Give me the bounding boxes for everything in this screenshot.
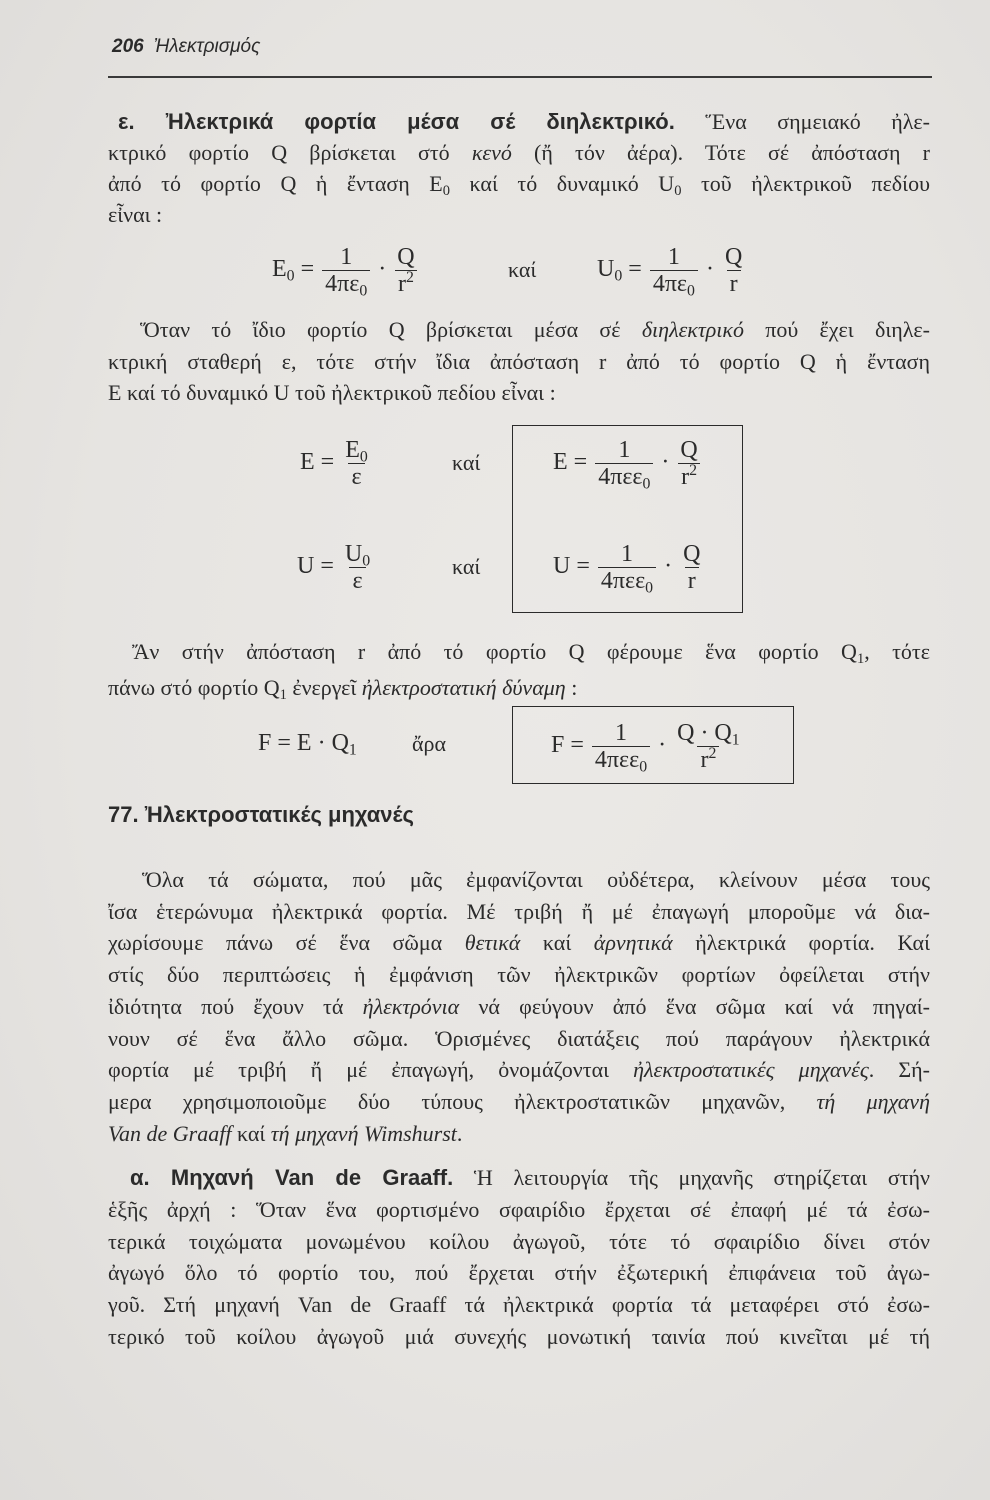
math-expression — [553, 541, 705, 594]
text-run: νουν σέ ἕνα ἄλλο σῶμα. Ὁρισμένες διατάξεις πού παράγουν ἠλεκτρικά — [108, 1025, 930, 1051]
text-run: κτρικό φορτίο Q βρίσκεται στό — [108, 140, 472, 165]
fraction — [394, 244, 417, 297]
text-run: Ἕνα σημειακό ἠλε- — [674, 109, 930, 134]
fraction-numerator — [342, 437, 371, 463]
text-run: Ἄν στήν ἀπόσταση r ἀπό τό φορτίο Q φέρουμε ἕνα φορτίο Q — [132, 639, 857, 664]
fraction-denominator — [595, 463, 653, 490]
fraction — [322, 244, 370, 297]
text-line — [108, 106, 930, 137]
text-run: (ἤ τόν ἀέρα). Τότε σέ ἀπόσταση r — [511, 140, 931, 165]
math-operator: · — [658, 731, 667, 758]
math-expression — [300, 437, 373, 490]
formula-potential-ratio — [297, 538, 375, 596]
subscript: 0 — [642, 474, 651, 492]
text-line — [108, 199, 930, 230]
fraction — [598, 541, 656, 594]
italic-text-run: διηλεκτρικό — [641, 317, 744, 342]
text-run: ἠλεκτρικά φορτία. Καί — [672, 930, 930, 956]
text-run: F — [551, 731, 565, 758]
fraction-numerator — [674, 720, 743, 746]
math-operator: · — [661, 448, 670, 475]
subscript: 1 — [348, 740, 357, 758]
text-line — [108, 1054, 930, 1086]
text-run: r — [397, 270, 406, 297]
text-line — [108, 634, 930, 670]
superscript: 2 — [405, 268, 414, 286]
text-line — [108, 137, 930, 168]
text-line — [108, 1289, 930, 1321]
text-line — [108, 896, 930, 928]
formula-connector: καί — [452, 554, 481, 579]
header-rule — [108, 76, 932, 78]
text-line — [108, 670, 930, 706]
text-run: φορτία μέ τριβή ἤ μέ ἐπαγωγή, ὀνομάζονται — [108, 1057, 634, 1083]
fraction-numerator — [342, 541, 373, 567]
text-run: E — [345, 436, 360, 463]
subscript: 0 — [362, 551, 371, 569]
text-run: τοῦ ἠλεκτρικοῦ πεδίου — [681, 171, 930, 196]
text-run: Q — [724, 243, 743, 270]
formula-potential-vacuum — [597, 241, 747, 299]
fraction — [677, 437, 700, 490]
italic-text-run: Van de Graaff — [108, 1120, 232, 1146]
fraction-denominator — [349, 567, 365, 594]
formula-field-dielectric — [553, 434, 703, 492]
fraction-numerator — [337, 244, 355, 270]
text-line — [108, 1194, 930, 1226]
fraction — [722, 244, 745, 297]
running-title: Ἠλεκτρισμός — [153, 36, 261, 57]
italic-text-run: ἠλεκτρόνια — [362, 993, 460, 1019]
text-run: E — [553, 448, 568, 475]
text-run: ε — [352, 567, 363, 594]
fraction-numerator — [394, 244, 417, 270]
fraction-numerator — [665, 244, 683, 270]
text-run: καί τό δυναμικό U — [450, 171, 675, 196]
math-expression — [597, 244, 747, 297]
subscript: 0 — [674, 183, 682, 200]
text-run: , τότε — [864, 639, 931, 664]
text-line — [108, 1118, 930, 1150]
text-line — [108, 1257, 930, 1289]
math-operator: = — [277, 729, 291, 756]
subscript: 0 — [359, 281, 368, 299]
math-expression — [272, 244, 420, 297]
bold-heading-run: ε. Ἠλεκτρικά φορτία μέσα σέ διηλεκτρικό. — [118, 109, 675, 134]
subscript: 1 — [731, 730, 740, 748]
text-run: Ἡ λειτουργία τῆς μηχανῆς στηρίζεται στήν — [453, 1165, 930, 1190]
fraction-denominator — [348, 463, 364, 490]
text-line — [108, 1226, 930, 1258]
text-run: ἰδιότητα πού ἔχουν τά — [108, 993, 363, 1019]
text-line — [108, 1162, 930, 1194]
text-run: ἑξῆς ἀρχή : Ὅταν ἕνα φορτισμένο σφαιρίδιο ἔρχεται σέ ἐπαφή μέ τά ἐσω- — [108, 1196, 930, 1222]
math-expression — [551, 720, 745, 773]
fraction-denominator — [697, 746, 719, 773]
bold-heading-run: α. Μηχανή Van de Graaff. — [130, 1165, 454, 1190]
text-line — [108, 959, 930, 991]
fraction-numerator — [680, 541, 703, 567]
text-run: 1 — [620, 540, 633, 567]
text-run: U — [597, 255, 615, 282]
subscript: 0 — [359, 447, 368, 465]
italic-text-run: τή μηχανή — [816, 1088, 930, 1114]
fraction — [592, 720, 650, 773]
italic-text-run: θετικά — [464, 930, 521, 956]
math-operator: · — [378, 255, 387, 282]
text-run: r — [700, 746, 709, 773]
text-run: ἐνεργεῖ — [286, 675, 362, 700]
math-operator: · — [705, 255, 714, 282]
subscript: 0 — [614, 266, 623, 284]
text-run: E καί τό δυναμικό U τοῦ ἠλεκτρικοῦ πεδίου εἶναι : — [108, 380, 556, 405]
superscript: 2 — [689, 461, 698, 479]
text-run: . Σή- — [868, 1057, 930, 1083]
formula-connector: καί — [508, 257, 537, 282]
text-line — [108, 1023, 930, 1055]
paragraph-electrostatic-machines — [108, 864, 930, 1149]
text-line — [108, 991, 930, 1023]
subscript: 0 — [442, 183, 451, 200]
subscript: 1 — [279, 687, 287, 704]
math-operator: = — [576, 552, 590, 579]
fraction-denominator — [685, 567, 699, 594]
text-run: Q — [397, 243, 415, 270]
formula-connector: καί — [452, 450, 481, 475]
fraction — [680, 541, 703, 594]
text-run: 4πεε — [594, 746, 640, 773]
text-run: Ὅταν τό ἴδιο φορτίο Q βρίσκεται μέσα σέ — [140, 317, 642, 342]
text-run: 4πεε — [598, 463, 643, 490]
math-operator: = — [573, 448, 588, 475]
paragraph-charge-in-vacuum — [108, 106, 930, 230]
text-run: γοῦ. Στή μηχανή Van de Graaff τά ἠλεκτρικά φορτία τά μεταφέρει στό ἐσω- — [108, 1292, 930, 1318]
section-heading: 77. Ἠλεκτροστατικές μηχανές — [108, 802, 414, 827]
text-line — [108, 377, 930, 409]
text-run: εἶναι : — [108, 202, 163, 227]
text-run: F — [258, 729, 272, 756]
text-line — [108, 1086, 930, 1118]
italic-text-run: ἀρνητικά — [593, 930, 673, 956]
text-run: 4πεε — [600, 567, 646, 594]
math-operator: = — [320, 552, 334, 579]
subscript: 0 — [645, 578, 654, 596]
paragraph-electrostatic-force — [108, 634, 930, 706]
text-line — [108, 864, 930, 896]
subscript: 1 — [856, 651, 865, 668]
text-run: 4πε — [652, 270, 688, 297]
fraction — [342, 541, 373, 594]
text-run: νά φεύγουν ἀπό ἕνα σῶμα καί νά πηγαί- — [459, 993, 930, 1019]
text-run: χωρίσουμε πάνω σέ ἕνα σῶμα — [108, 930, 465, 956]
text-run: 1 — [615, 719, 627, 746]
math-expression — [297, 541, 375, 594]
math-operator: · — [664, 552, 673, 579]
text-line — [108, 168, 930, 199]
text-line — [108, 1321, 930, 1353]
math-expression — [553, 437, 703, 490]
formula-field-vacuum — [272, 241, 420, 299]
formula-potential-dielectric — [553, 538, 705, 596]
text-run: Q — [331, 729, 349, 756]
text-run: 4πε — [325, 270, 360, 297]
italic-text-run: ἠλεκτροστατική δύναμη — [361, 675, 566, 700]
text-run: ε — [351, 463, 362, 490]
fraction-numerator — [612, 720, 630, 746]
text-run: τερικό τοῦ κοίλου ἀγωγοῦ μιά συνεχής μονωτική ταινία πού κινεῖται μέ τή — [108, 1323, 930, 1349]
text-run: : — [565, 675, 578, 700]
text-run: κτρική σταθερή ε, τότε στήν ἴδια ἀπόσταση r ἀπό τό φορτίο Q ἡ ἔνταση — [108, 348, 930, 374]
math-expression — [258, 730, 357, 757]
math-operator: = — [320, 448, 335, 475]
fraction-denominator — [650, 270, 698, 297]
formula-force-product — [258, 714, 357, 772]
text-run: U — [297, 552, 315, 579]
formula-connector: ἄρα — [412, 731, 447, 756]
text-run: ἀπό τό φορτίο Q ἡ ἔνταση E — [108, 171, 443, 196]
fraction-denominator — [598, 567, 656, 594]
text-run: . — [456, 1120, 463, 1146]
text-run: 1 — [667, 243, 680, 270]
fraction-denominator — [727, 270, 741, 297]
fraction-denominator — [678, 463, 700, 490]
formula-coulomb-force — [551, 717, 745, 775]
fraction-numerator — [677, 437, 700, 463]
text-run: ἴσα ἑτερώνυμα ἠλεκτρικά φορτία. Μέ τριβή ἤ μέ ἐπαγωγή μποροῦμε νά δια- — [108, 898, 930, 924]
text-run: r — [729, 270, 738, 297]
text-run: U — [344, 540, 363, 567]
text-line — [108, 346, 930, 378]
fraction-numerator — [615, 437, 633, 463]
superscript: 2 — [708, 744, 717, 762]
italic-text-run: ἠλεκτροστατικές μηχανές — [633, 1057, 869, 1083]
math-operator: · — [317, 729, 326, 756]
formula-field-ratio — [300, 434, 373, 492]
text-line — [108, 314, 930, 346]
paragraph-van-de-graaff — [108, 1162, 930, 1353]
text-run: E — [296, 729, 312, 756]
text-run: καί — [520, 930, 594, 956]
text-run: πάνω στό φορτίο Q — [108, 675, 280, 700]
subscript: 0 — [639, 757, 648, 775]
fraction — [674, 720, 743, 773]
paragraph-charge-in-dielectric — [108, 314, 930, 409]
fraction-denominator — [322, 270, 370, 297]
text-run: r — [687, 567, 696, 594]
fraction — [650, 244, 698, 297]
math-operator: = — [300, 255, 315, 282]
text-line — [108, 927, 930, 959]
page-number: 206 — [112, 36, 144, 57]
fraction — [595, 437, 653, 490]
text-run: Q · Q — [677, 719, 732, 746]
text-run: μερα χρησιμοποιοῦμε δύο τύπους ἠλεκτροστατικῶν μηχανῶν, — [108, 1088, 817, 1114]
text-run: Ὅλα τά σώματα, πού μᾶς ἐμφανίζονται οὐδέτερα, κλείνουν μέσα τους — [142, 867, 930, 892]
text-run: στίς δύο περιπτώσεις ἡ ἐμφάνιση τῶν ἠλεκτρικῶν φορτίων ὀφείλεται στήν — [108, 962, 930, 988]
text-run: Q — [683, 540, 701, 567]
text-run: Q — [680, 436, 698, 463]
text-run: ἀγωγό ὅλο τό φορτίο του, πού ἔρχεται στήν ἐξωτερική ἐπιφάνεια τοῦ ἀγω- — [108, 1260, 930, 1286]
math-operator: = — [570, 731, 584, 758]
text-run: τερικά τοιχώματα μονωμένου κοίλου ἀγωγοῦ, τότε τό σφαιρίδιο δίνει στόν — [108, 1228, 930, 1254]
fraction-numerator — [722, 244, 745, 270]
text-run: καί — [231, 1120, 271, 1146]
italic-text-run: τή μηχανή Wimshurst — [270, 1120, 457, 1146]
text-run: E — [272, 255, 287, 282]
running-header — [112, 36, 260, 58]
italic-text-run: κενό — [471, 140, 512, 165]
fraction-numerator — [618, 541, 636, 567]
subscript: 0 — [687, 281, 695, 299]
fraction — [342, 437, 371, 490]
text-run: E — [300, 448, 315, 475]
fraction-denominator — [592, 746, 650, 773]
text-run: U — [553, 552, 571, 579]
text-run: r — [681, 463, 690, 490]
math-operator: = — [628, 255, 642, 282]
text-run: πού ἔχει διηλε- — [743, 317, 930, 342]
text-run: 1 — [340, 243, 353, 270]
fraction-denominator — [395, 270, 417, 297]
text-run: 1 — [618, 436, 631, 463]
subscript: 0 — [286, 266, 295, 284]
